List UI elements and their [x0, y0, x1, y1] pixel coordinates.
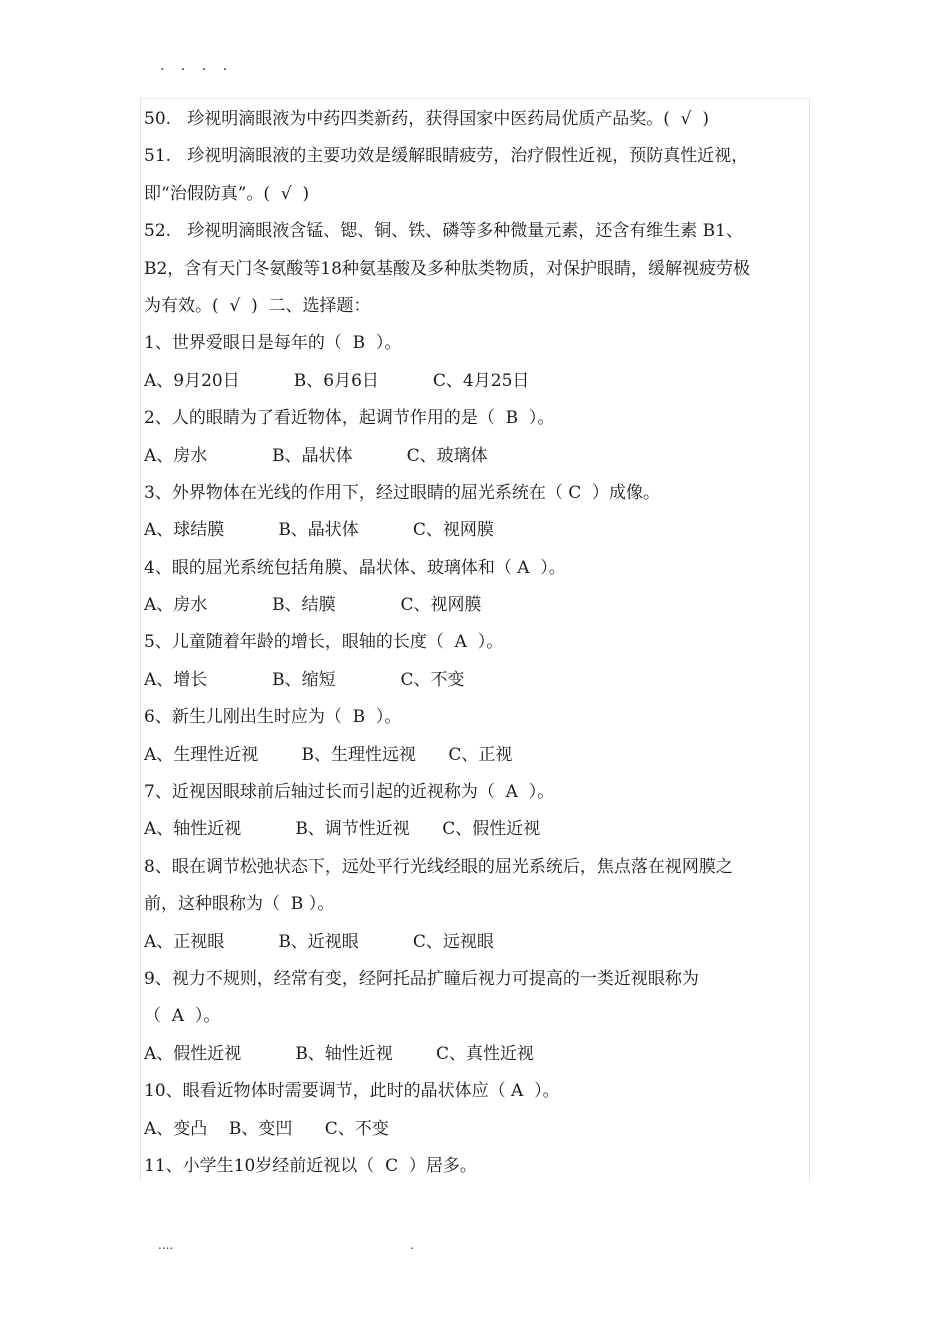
text-line: 3、外界物体在光线的作用下，经过眼睛的屈光系统在（ C ）成像。 [144, 482, 661, 503]
footer-right-mark: . [410, 1238, 414, 1252]
footer-left-mark: .... [158, 1238, 174, 1252]
text-line: A、轴性近视 B、调节性近视 C、假性近视 [144, 819, 541, 840]
text-line: 2、人的眼睛为了看近物体，起调节作用的是（ B ）。 [144, 408, 555, 429]
text-line: 50. 珍视明滴眼液为中药四类新药，获得国家中医药局优质产品奖。( √ ) [144, 109, 709, 129]
text-line: A、球结膜 B、晶状体 C、视网膜 [144, 520, 494, 541]
text-line: 4、眼的屈光系统包括角膜、晶状体、玻璃体和（ A ）。 [144, 557, 566, 578]
text-line: 7、近视因眼球前后轴过长而引起的近视称为（ A ）。 [144, 782, 555, 803]
text-line: 51. 珍视明滴眼液的主要功效是缓解眼睛疲劳，治疗假性近视，预防真性近视， [144, 146, 749, 167]
text-line: B2，含有天门冬氨酸等18种氨基酸及多种肽类物质，对保护眼睛，缓解视疲劳极 [144, 258, 750, 279]
text-line: A、房水 B、结膜 C、视网膜 [144, 595, 482, 616]
text-line: A、变凸 B、变凹 C、不变 [144, 1118, 389, 1139]
text-line: A、9月20日 B、6月6日 C、4月25日 [144, 370, 530, 391]
text-line: 5、儿童随着年龄的增长，眼轴的长度（ A ）。 [144, 632, 504, 653]
text-line: A、假性近视 B、轴性近视 C、真性近视 [144, 1043, 535, 1064]
text-line: （ A ）。 [144, 1006, 221, 1027]
document-body [144, 101, 808, 1185]
text-line: 8、眼在调节松弛状态下，远处平行光线经眼的屈光系统后，焦点落在视网膜之 [144, 856, 733, 877]
text-line: 9、视力不规则，经常有变，经阿托品扩瞳后视力可提高的一类近视眼称为 [144, 968, 699, 989]
text-line: A、生理性近视 B、生理性远视 C、正视 [144, 744, 513, 765]
text-line: 即“治假防真”。( √ ) [144, 183, 310, 204]
text-line: A、房水 B、晶状体 C、玻璃体 [144, 445, 488, 466]
text-line: 6、新生儿刚出生时应为（ B ）。 [144, 707, 402, 728]
text-line: 前，这种眼称为（ B ）。 [144, 894, 335, 915]
text-line: A、增长 B、缩短 C、不变 [144, 669, 465, 690]
text-line: 52. 珍视明滴眼液含锰、锶、铜、铁、磷等多种微量元素，还含有维生素 B1、 [144, 221, 743, 242]
text-line: 10、眼看近物体时需要调节，此时的晶状体应（ A ）。 [144, 1081, 560, 1102]
text-line: 1、世界爱眼日是每年的（ B ）。 [144, 333, 402, 354]
text-line: 为有效。( √ ) 二、选择题： [144, 295, 371, 316]
text-line: A、正视眼 B、近视眼 C、远视眼 [144, 931, 494, 952]
header-mark: . . . . [160, 58, 234, 74]
text-line: 11、小学生10岁经前近视以（ C ）居多。 [144, 1155, 477, 1176]
